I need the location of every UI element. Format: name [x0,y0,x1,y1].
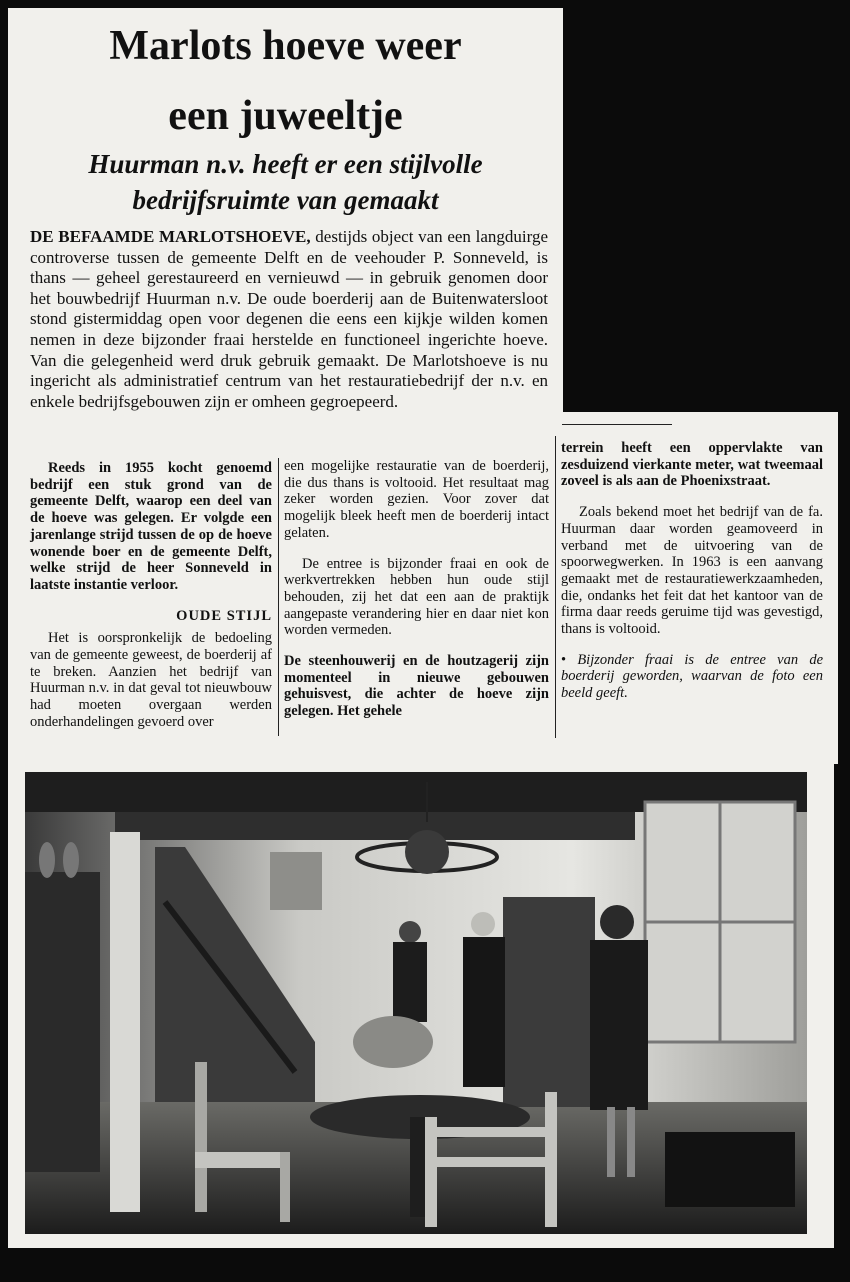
col1-paragraph-2: Het is oorspronkelijk de bedoeling van de gemeente geweest, de boerderij af te breken. Aanzien het bedrijf van Huurman n.v. in dat geval tot nieuwbouw had moeten overgaan werden onderhandelingen gevoerd over [30,630,272,730]
column-top-rule [562,424,672,425]
headline-line-1: Marlots hoeve weer [109,23,462,69]
column-2 [284,458,549,720]
headline-line-2: een juweeltje [168,93,403,139]
subhead-line-2: bedrijfsruimte van gemaakt [132,185,439,215]
intro-paragraph [30,227,548,412]
door-post [110,832,140,1212]
col2-paragraph-3: De steenhouwerij en de houtzagerij zijn momenteel in nieuwe gebouwen gehuisvest, die achter de hoeve zijn gelegen. Het gehele [284,653,549,720]
intro-lead: DE BEFAAMDE MARLOTSHOEVE, [30,227,311,246]
col3-paragraph-1: terrein heeft een oppervlakte van zesduizend vierkante meter, wat tweemaal zoveel is als aan de Phoenixstraat. [561,440,823,490]
section-heading: OUDE STIJL [176,607,272,624]
intro-body: destijds object van een langduirge controverse tussen de gemeente Delft en de veehouder P. Sonneveld, is thans — geheel gerestaureerd en vernieuwd — in gebruik genomen door het bouwbedrijf Huurman n.v. De oude boerderij aan de Buitenwatersloot stond gistermiddag open voor degenen die eens een kijkje wilden komen nemen in deze bijzonder fraai herstelde en functioneel ingerichte hoeve. Van die gelegenheid werd druk gebruik gemaakt. De Marlotshoeve is nu ingericht als administratief centrum van het restauratiebedrijf der n.v. en enkele bedrijfsgebouwen zijn er omheen gegroepeerd. [30,227,548,411]
wall-painting [270,852,322,910]
bullet-icon: • [561,651,567,668]
plate-icon [63,842,79,878]
wooden-chest [665,1132,795,1207]
entrance-photo [25,772,807,1234]
flower-bouquet [353,1016,433,1068]
column-divider-1 [278,458,279,736]
person-man-center [463,912,505,1087]
plate-icon [39,842,55,878]
column-1 [30,460,272,731]
col1-paragraph-1: Reeds in 1955 kocht genoemd bedrijf een stuk grond van de gemeente Delft, waarop een deel van de hoeve was gelegen. Er volgde een jarenlange strijd tussen de op de hoeve wonende boer en de gemeente Delft, welke strijd de heer Sonneveld in laatste instantie verloor. [30,460,272,593]
column-divider-2 [555,436,556,738]
column-3 [561,440,823,702]
col2-paragraph-2: De entree is bijzonder fraai en ook de werkvertrekken hebben hun oude stijl behouden, zij het dat een aan de praktijk aangepaste verandering hier en daar niet kon worden vermeden. [284,555,549,639]
col3-paragraph-2: Zoals bekend moet het bedrijf van de fa. Huurman daar worden geamoveerd in verband met de uitvoering van de spoorwegwerken. In 1963 is een aanvang gemaakt met de restauratiewerkzaamheden, die, ondanks het feit dat het kantoor van de firma daar reeds geruime tijd was gevestigd, thans is voltooid. [561,504,823,638]
photo-caption [561,652,823,702]
photo-caption-text: Bijzonder fraai is de entree van de boerderij geworden, waarvan de foto een beeld geeft. [561,651,824,702]
left-cupboard [25,872,100,1172]
subhead-line-1: Huurman n.v. heeft er een stijlvolle [88,149,483,179]
ceiling-beam-2 [115,812,635,840]
back-door [503,897,595,1107]
col2-paragraph-1: een mogelijke restauratie van de boerderij, die dus thans is voltooid. Het resultaat mag zeker worden gezien. Voor zover dat mogelijk bleek heeft men de boerderij intact gelaten. [284,458,549,541]
